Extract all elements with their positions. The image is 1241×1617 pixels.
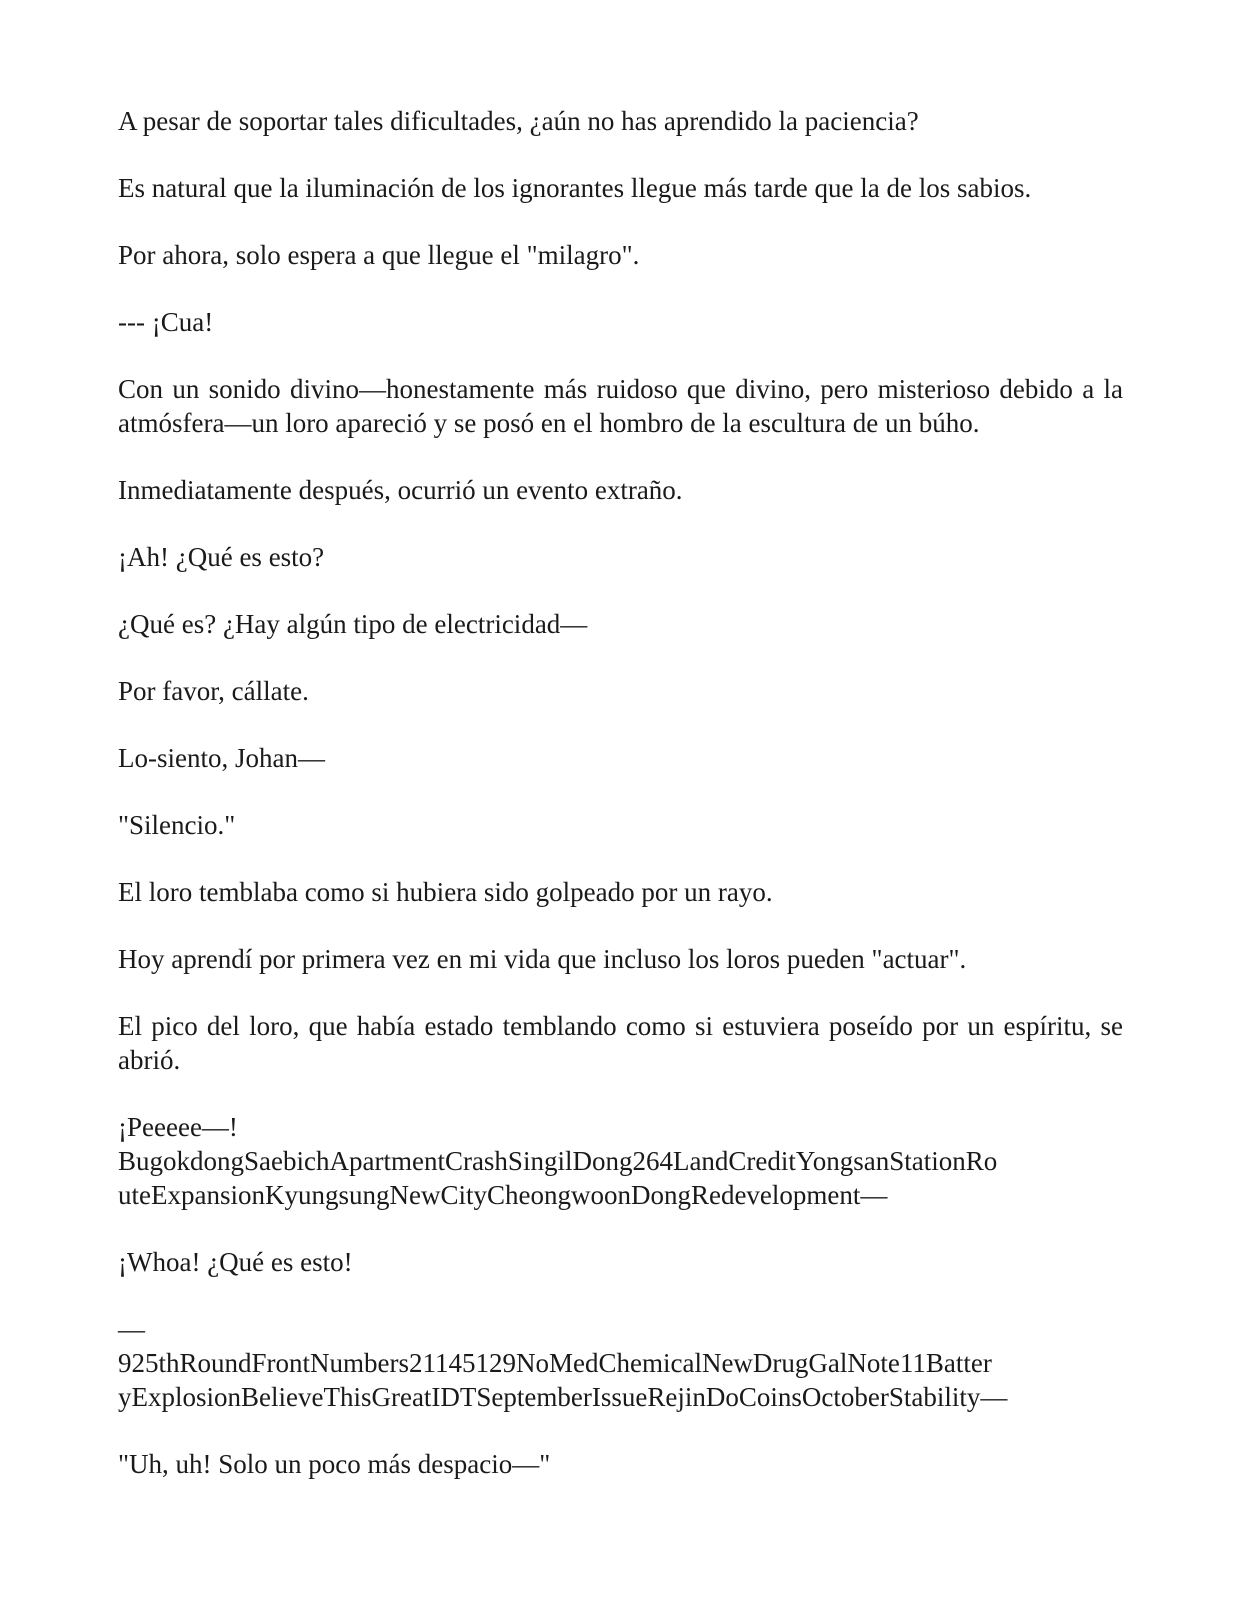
- paragraph: A pesar de soportar tales dificultades, ¿aún no has aprendido la paciencia?: [118, 106, 919, 136]
- parrot-cry-line: 925thRoundFrontNumbers21145129NoMedChemicalNewDrugGalNote11Batter: [118, 1348, 992, 1378]
- paragraph: "Uh, uh! Solo un poco más despacio—": [118, 1449, 551, 1479]
- paragraph: Hoy aprendí por primera vez en mi vida que incluso los loros pueden "actuar".: [118, 944, 967, 974]
- paragraph: Por favor, cállate.: [118, 676, 309, 706]
- paragraph: "Silencio.": [118, 810, 236, 840]
- paragraph: Lo-siento, Johan—: [118, 743, 325, 773]
- parrot-cry-line: —: [118, 1314, 145, 1344]
- paragraph: El loro temblaba como si hubiera sido golpeado por un rayo.: [118, 877, 773, 907]
- paragraph: Con un sonido divino—honestamente más ruidoso que divino, pero misterioso debido a la atmósfera—un loro apareció y se posó en el hombro de la escultura de un búho.: [118, 374, 1123, 438]
- parrot-cry-line: ¡Peeeee—!: [118, 1112, 238, 1142]
- paragraph: El pico del loro, que había estado temblando como si estuviera poseído por un espíritu, se abrió.: [118, 1011, 1123, 1075]
- parrot-cry-line: yExplosionBelieveThisGreatIDTSeptemberIssueRejinDoCoinsOctoberStability—: [118, 1382, 1008, 1412]
- paragraph: ¿Qué es? ¿Hay algún tipo de electricidad—: [118, 609, 588, 639]
- paragraph: ¡Whoa! ¿Qué es esto!: [118, 1247, 353, 1277]
- paragraph: Es natural que la iluminación de los ignorantes llegue más tarde que la de los sabios.: [118, 173, 1032, 203]
- paragraph: Por ahora, solo espera a que llegue el "milagro".: [118, 240, 640, 270]
- parrot-cry-paragraph: [118, 1312, 1123, 1414]
- paragraph: Inmediatamente después, ocurrió un evento extraño.: [118, 475, 683, 505]
- parrot-cry-paragraph: [118, 1110, 1123, 1212]
- document-page: [118, 104, 1123, 1514]
- parrot-cry-line: BugokdongSaebichApartmentCrashSingilDong264LandCreditYongsanStationRo: [118, 1146, 998, 1176]
- parrot-cry-line: uteExpansionKyungsungNewCityCheongwoonDongRedevelopment—: [118, 1180, 888, 1210]
- paragraph: ¡Ah! ¿Qué es esto?: [118, 542, 325, 572]
- paragraph: --- ¡Cua!: [118, 307, 214, 337]
